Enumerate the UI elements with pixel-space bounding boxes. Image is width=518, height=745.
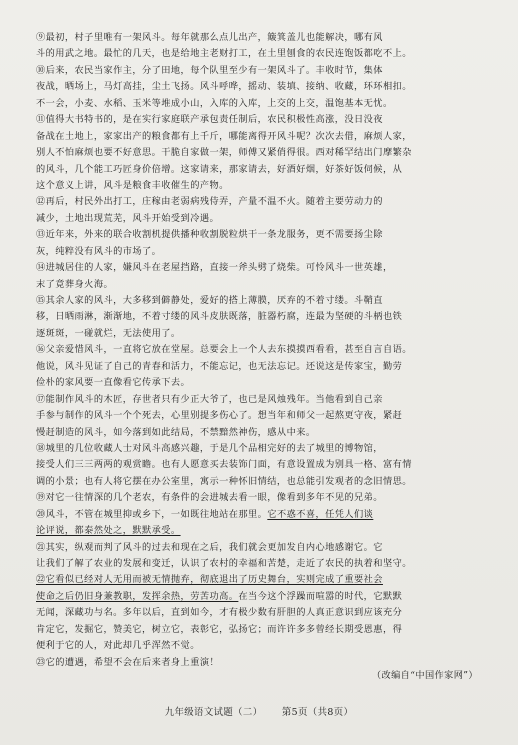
line-text: ⑨最初，村子里唯有一架风斗。每年就那么点儿出产，簸箕盖儿也能解决，哪有风	[36, 32, 383, 43]
underlined-text: 使命之后仍旧身兼教职，发挥余热，劳苦功高。	[36, 590, 239, 602]
line-text: 逐斑斑，一碰就烂，无法使用了。	[36, 327, 181, 339]
text-line	[36, 441, 488, 457]
text-line	[36, 375, 488, 391]
line-text: ⑲对它一往情深的几个老农，有条件的会进城去看一眼，像看到多年不见的兄弟。	[36, 492, 383, 504]
line-text: ⑰能制作风斗的木匠，存世者只有少正大爷了，也已是风烛残年。当他看到自己亲	[36, 393, 383, 405]
footer-page-number: 第5页（共8页）	[281, 707, 354, 718]
text-line	[36, 194, 488, 210]
line-text: 肯定它，发掘它，赞美它，树立它，表彰它，弘扬它；而许许多多曾经长期受恩惠，得	[36, 623, 403, 635]
text-line	[36, 556, 488, 572]
text-line	[36, 178, 488, 194]
footer-exam-title: 九年级语文试题（二）	[164, 707, 263, 718]
line-text: 接受人们三三两两的观赏瞻。也有人愿意买去装饰门面，有意设置成为别具一格、富有情	[36, 459, 412, 471]
line-text: 夜战，晒场上，马灯高挂，尘土飞扬。风斗呼哗，摇动、装填、接纳、收藏，环环相扣。	[36, 81, 412, 93]
text-line	[36, 309, 488, 325]
text-line	[36, 145, 488, 161]
line-text: 移，日晒雨淋，渐渐地，不着寸缕的风斗皮肤既落，脏器朽腐，连最为坚硬的斗柄也铁	[36, 311, 403, 323]
text-line	[36, 129, 488, 145]
text-line	[36, 96, 488, 112]
line-text: 在当今这个浮躁而喧嚣的时代，它默默	[238, 590, 403, 602]
text-line	[36, 572, 488, 588]
line-text: 无闻，深藏功与名。多年以后，直到如今，才有极少数有肝胆的人真正意识到应该充分	[36, 607, 403, 619]
line-text: ㉑其实，纵观而判了风斗的过去和现在之后，我们就会更加发自内心地感谢它。它	[36, 541, 383, 553]
source-note: （改编自“中国作家网”）	[371, 670, 478, 681]
line-text: ⑯父亲爱惜风斗，一直将它放在堂屋。总要会上一个人去东摸摸西看看，甚至自言自语。	[36, 344, 412, 356]
text-line	[36, 162, 488, 178]
text-line	[36, 359, 488, 375]
text-line	[36, 244, 488, 260]
line-text: 别人不怕麻烦也要不好意思。干脆自家做一架，师傅又紧俏得很。西对稀罕结出门摩繁杂	[36, 147, 412, 159]
text-line	[36, 622, 488, 638]
line-text: ㉓它的遭遇，希望不会在后来者身上重演！	[36, 656, 220, 668]
text-line	[36, 112, 488, 128]
line-text: 末了竟葬身火海。	[36, 278, 114, 290]
underlined-text: 论评说，都泰然处之，默默承受。	[36, 525, 181, 537]
text-line	[36, 277, 488, 293]
line-text: ⑮其余人家的风斗，大多移到僻静处，爱好的搭上薄膜，厌弃的不着寸缕。斗鞘直	[36, 295, 383, 306]
underlined-text: 它不惑不喜，任凭人们谈	[267, 508, 374, 520]
text-line	[36, 490, 488, 506]
line-text: ⑬近年来，外来的联合收割机提供播种收割脱粒烘干一条龙服务，更不需要扬尘除	[36, 229, 383, 241]
line-text: 调的小景；也有人将它摆在办公室里，寓示一种怀旧情结，也总能引发观者的念旧情思。	[36, 475, 412, 487]
text-line	[36, 342, 488, 358]
text-line	[36, 326, 488, 342]
text-line	[36, 392, 488, 408]
line-text: 不一会，小麦、水稻、玉米等堆成小山，入库的入库，上交的上交，温饱基本无忧。	[36, 97, 393, 109]
text-line	[36, 227, 488, 243]
text-line	[36, 457, 488, 473]
line-text: 让我们了解了农业的发展和变迁，认识了农村的幸福和苦楚，走近了农民的执着和坚守。	[36, 558, 412, 569]
line-text: ⑱城里的几位收藏人士对风斗高感兴趣，于是几个品相完好的去了城里的博物馆，	[36, 442, 383, 454]
line-text: 备战在土地上，家家出产的粮食都有上千斤，哪能离得开风斗呢？次次去借，麻烦人家，	[36, 130, 412, 142]
line-text: 他说，风斗见证了自己的青春和活力，不能忘记，也无法忘记。还说这是传家宝，勤劳	[36, 360, 403, 372]
line-text: 这个意义上讲，风斗是粮食丰收催生的产物。	[36, 179, 229, 191]
text-line	[36, 523, 488, 539]
line-text: 的风斗，几个能工巧匠身价倍增。这家请来，那家请去，好酒好烟，好茶好饭伺候，从	[36, 163, 403, 175]
line-text: ⑳风斗，不管在城里抑或乡下，一如既往地站在那里。	[36, 508, 268, 520]
line-text: ⑪值得大书特书的，是在实行家庭联产承包责任制后，农民积极性高涨，没日没夜	[36, 114, 383, 126]
text-line	[36, 425, 488, 441]
text-line	[36, 540, 488, 556]
line-text: 灰，纯粹没有风斗的市场了。	[36, 245, 162, 257]
line-text: 减少，土地出现荒芜，风斗开始受到冷遇。	[36, 212, 220, 224]
text-line	[36, 589, 488, 605]
text-line	[36, 260, 488, 276]
text-line	[36, 507, 488, 523]
line-text: ⑫再后，村民外出打工，庄稼由老弱病残侍弄，产量不温不火。随着主要劳动力的	[36, 196, 383, 208]
text-line	[36, 474, 488, 490]
line-text: 慢赶制造的风斗，如今落到如此结局，不禁黯然神伤，感从中来。	[36, 426, 316, 438]
line-text: 手参与制作的风斗一个个死去，心里别提多伤心了。想当年和师父一起熬更守夜，紧赶	[36, 410, 403, 422]
text-line	[36, 638, 488, 654]
text-line	[36, 46, 488, 62]
text-line	[36, 605, 488, 621]
text-line	[36, 211, 488, 227]
text-line	[36, 63, 488, 79]
text-line	[36, 30, 488, 46]
text-line	[36, 293, 488, 309]
line-text: ⑩后来，农民当家作主，分了田地，每个队里至少有一架风斗了。丰收时节，集体	[36, 64, 383, 76]
line-text: 斗的用武之地。最忙的几天，也是给地主老财打工，在土里刨食的农民连饱饭都吃不上。	[36, 48, 412, 60]
text-line	[36, 79, 488, 95]
line-text: 便利于它的人，对此却几乎浑然不觉。	[36, 640, 200, 652]
page-footer	[0, 704, 518, 718]
text-line	[36, 408, 488, 424]
underlined-text: ㉒它看似已经对人无用而被无情抛弃，彻底退出了历史舞台，实则完成了重要社会	[36, 574, 383, 586]
line-text: ⑭进城居住的人家，嫌风斗在老屋挡路，直接一斧头劈了烧柴。可怜风斗一世英雄，	[36, 262, 393, 274]
article-body	[36, 30, 488, 671]
line-text: 俭朴的家风要一直像看它传承下去。	[36, 377, 191, 389]
